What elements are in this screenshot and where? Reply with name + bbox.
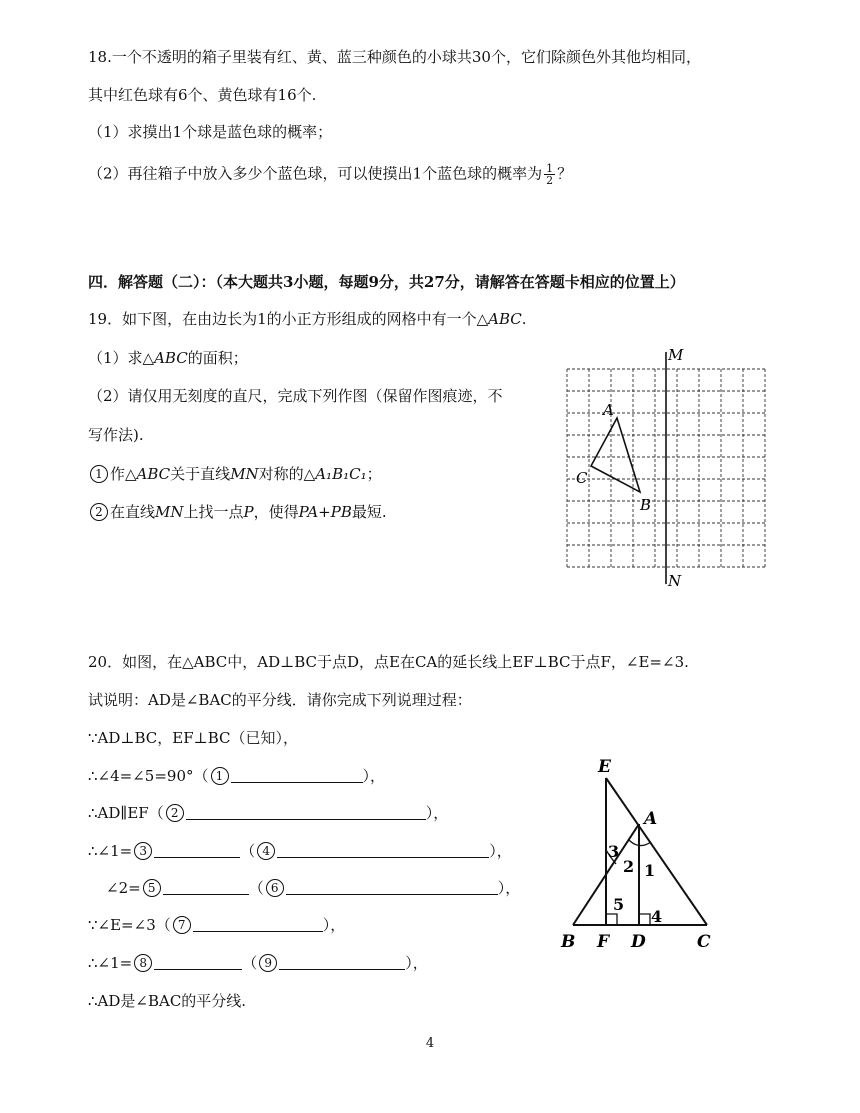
circled-number: 6 xyxy=(266,879,284,897)
q20-s7-pre: ∴∠1= xyxy=(88,954,133,972)
q19-part1-text: （1）求△ xyxy=(88,349,155,367)
label-f: F xyxy=(597,932,610,952)
answer-blank[interactable] xyxy=(277,843,489,858)
q19-sub1 xyxy=(88,464,382,484)
q19-line1-abc: ABC xyxy=(488,310,522,328)
q20-conclusion: ∴AD是∠BAC的平分线. xyxy=(88,992,247,1010)
q20-s3-pre: ∴AD∥EF（ xyxy=(88,804,164,822)
answer-blank[interactable] xyxy=(231,768,363,783)
fraction-denominator: 2 xyxy=(546,174,554,187)
q20-s7-post: ）， xyxy=(405,954,428,972)
q20-s7-mid: （ xyxy=(242,954,258,972)
q20-s3-post: ）， xyxy=(425,804,449,822)
fraction-numerator: 1 xyxy=(546,162,554,175)
circled-number: 3 xyxy=(134,842,152,860)
q19-part1 xyxy=(88,348,248,368)
q20-step6 xyxy=(88,915,345,935)
q19-sub2-mn: MN xyxy=(155,503,184,521)
answer-blank[interactable] xyxy=(279,955,405,970)
q20-s5-post: ）， xyxy=(497,879,521,897)
right-angle-d xyxy=(639,914,650,925)
probability-fraction xyxy=(544,163,555,186)
circled-number: 5 xyxy=(143,879,161,897)
answer-blank[interactable] xyxy=(154,955,242,970)
circled-number: 4 xyxy=(257,842,275,860)
q19-sub2 xyxy=(88,502,387,522)
q20-s4-pre: ∴∠1= xyxy=(88,842,133,860)
q20-s5-mid: （ xyxy=(248,879,264,897)
label-m: M xyxy=(668,346,684,364)
q20-step2 xyxy=(88,766,385,786)
answer-blank[interactable] xyxy=(154,843,240,858)
q20-line1: 20．如图，在△ABC中，AD⊥BC于点D，点E在CA的延长线上EF⊥BC于点F，∠E=∠3. xyxy=(88,653,689,671)
q18-part1: （1）求摸出1个球是蓝色球的概率； xyxy=(88,123,333,141)
label-a: A xyxy=(603,401,614,419)
circled-number: 2 xyxy=(166,804,184,822)
right-angle-f xyxy=(606,914,617,925)
q18-part2 xyxy=(88,163,572,186)
q19-sub1-t4: ； xyxy=(366,465,382,483)
angle-label-1: 1 xyxy=(644,861,656,880)
q19-sub2-t3: ，使得 xyxy=(253,503,299,521)
label-c: C xyxy=(697,932,711,952)
q20-step3 xyxy=(88,803,448,823)
circled-number: 8 xyxy=(134,954,152,972)
q19-line1 xyxy=(88,309,527,329)
q19-sub1-a1b1c1: A₁B₁C₁ xyxy=(315,465,367,483)
answer-blank[interactable] xyxy=(186,805,426,820)
circled-number: 2 xyxy=(90,503,108,521)
q19-sub2-papb: PA+PB xyxy=(298,503,352,521)
q19-sub1-mn: MN xyxy=(230,465,259,483)
section-header: 四．解答题（二）：（本大题共3小题，每题9分，共27分，请解答在答题卡相应的位置上） xyxy=(88,273,685,291)
label-d: D xyxy=(631,932,646,952)
q19-grid-figure xyxy=(560,340,780,595)
label-b: B xyxy=(561,932,576,952)
q18-part2-text: （2）再往箱子中放入多少个蓝色球，可以使摸出1个蓝色球的概率为 xyxy=(88,164,543,183)
label-e: E xyxy=(598,757,611,777)
angle-label-4: 4 xyxy=(651,907,663,926)
label-a: A xyxy=(644,809,658,829)
angle-label-3: 3 xyxy=(608,842,620,861)
label-n: N xyxy=(668,572,682,590)
q19-part1-abc: ABC xyxy=(154,349,188,367)
q20-step5 xyxy=(106,878,520,898)
q20-s6-post: ）， xyxy=(322,916,346,934)
q18-line2: 其中红色球有6个、黄色球有16个. xyxy=(88,86,317,104)
q20-s2-post: ）， xyxy=(362,767,386,785)
q20-s2-pre: ∴∠4=∠5=90°（ xyxy=(88,767,209,785)
q19-sub2-p: P xyxy=(243,503,254,521)
circled-number: 1 xyxy=(90,465,108,483)
q19-sub2-t2: 上找一点 xyxy=(183,503,244,521)
q19-sub1-t3: 对称的△ xyxy=(258,465,316,483)
q18-line1: 18.一个不透明的箱子里装有红、黄、蓝三种颜色的小球共30个，它们除颜色外其他均相同， xyxy=(88,48,701,66)
circled-number: 1 xyxy=(211,767,229,785)
q20-s4-mid: （ xyxy=(240,842,256,860)
q19-sub2-t1: 在直线 xyxy=(110,503,156,521)
q19-sub1-t2: 关于直线 xyxy=(170,465,231,483)
q20-line2: 试说明：AD是∠BAC的平分线．请你完成下列说理过程： xyxy=(88,691,472,709)
q20-triangle-figure xyxy=(555,750,730,960)
answer-blank[interactable] xyxy=(163,880,249,895)
q19-sub1-t1: 作△ xyxy=(110,465,137,483)
page-number: 4 xyxy=(425,1036,435,1051)
q20-step4 xyxy=(88,841,512,861)
circled-number: 7 xyxy=(173,916,191,934)
label-c: C xyxy=(576,469,588,487)
q19-sub2-t4: 最短. xyxy=(351,503,387,521)
angle-label-2: 2 xyxy=(623,857,635,876)
q19-sub1-abc: ABC xyxy=(136,465,171,483)
q19-line1-end: . xyxy=(521,310,527,328)
q19-part2-line1: （2）请仅用无刻度的直尺，完成下列作图（保留作图痕迹，不 xyxy=(88,387,503,405)
answer-blank[interactable] xyxy=(286,880,498,895)
angle-label-5: 5 xyxy=(613,895,625,914)
q20-s5-pre: ∠2= xyxy=(106,879,141,897)
q20-s4-post: ）， xyxy=(489,842,512,860)
q19-line1-text: 19．如下图，在由边长为1的小正方形组成的网格中有一个△ xyxy=(88,310,489,328)
q19-part1-end: 的面积； xyxy=(187,349,248,367)
answer-blank[interactable] xyxy=(193,917,323,932)
q20-step1: ∵AD⊥BC，EF⊥BC（已知）， xyxy=(88,729,299,747)
q19-part2-line2: 写作法). xyxy=(88,426,144,444)
q18-part2-end: ？ xyxy=(557,164,573,183)
label-b: B xyxy=(640,496,652,514)
q20-step7 xyxy=(88,953,428,973)
q20-s6-pre: ∵∠E=∠3（ xyxy=(88,916,171,934)
circled-number: 9 xyxy=(259,954,277,972)
